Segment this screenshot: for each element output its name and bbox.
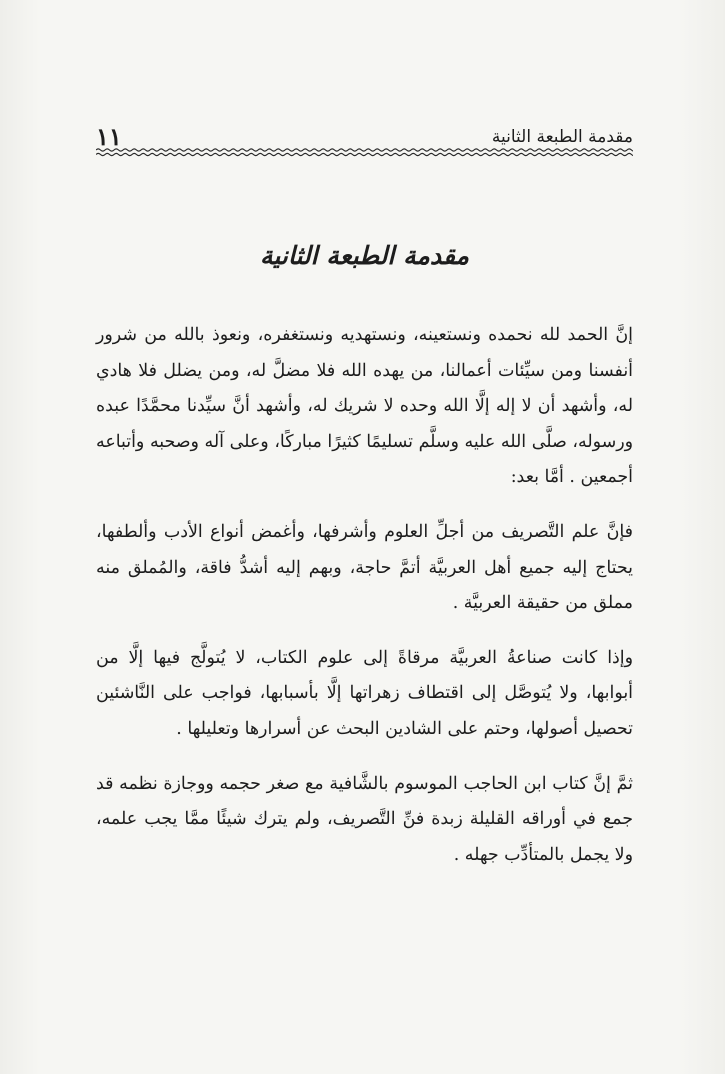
paragraph-shafiya: ثمَّ إنَّ كتاب ابن الحاجب الموسوم بالشَّافية مع صغر حجمه ووجازة نظمه قد جمع في أوراقه القليلة زبدة فنِّ التَّصريف، ولم يترك شيئًا ممَّا يجب علمه، ولا يجمل بالمتأدِّب جهله . — [96, 773, 633, 865]
chapter-title: مقدمة الطبعة الثانية — [259, 241, 470, 270]
paragraph-arabic-craft: وإذا كانت صناعةُ العربيَّة مرقاةً إلى علوم الكتاب، لا يُتولَّج فيها إلَّا من أبوابها، ولا يُتوصَّل إلى اقتطاف زهراتها إلَّا بأسبابها، فواجب على النَّاشئين تحصيل أصولها، وحتم على الشادين البحث عن أسرارها وتعليلها . — [96, 647, 633, 739]
body-text — [96, 318, 633, 892]
paragraph-morphology: فإنَّ علم التَّصريف من أجلِّ العلوم وأشرفها، وأغمض أنواع الأدب وألطفها، يحتاج إليه جميع أهل العربيَّة أتمَّ حاجة، وبهم إليه أشدُّ فاقة، والمُملق منه مملق من حقيقة العربيَّة . — [96, 521, 633, 614]
wavy-rule-divider — [96, 146, 633, 158]
page-number: ١١ — [96, 122, 122, 151]
running-title: مقدمة الطبعة الثانية — [491, 127, 633, 147]
paragraph-opening: إنَّ الحمد لله نحمده ونستعينه، ونستهديه ونستغفره، ونعوذ بالله من شرور أنفسنا ومن سيِّئات أعمالنا، من يهده الله فلا مضلَّ له، ومن يضلل فلا هادي له، وأشهد أن لا إله إلَّا الله وحده لا شريك له، وأشهد أنَّ سيِّدنا محمَّدًا عبده ورسوله، صلَّى الله عليه وسلَّم تسليمًا كثيرًا مباركًا، وعلى آله وصحبه وأتباعه أجمعين . أمَّا بعد: — [96, 325, 633, 488]
